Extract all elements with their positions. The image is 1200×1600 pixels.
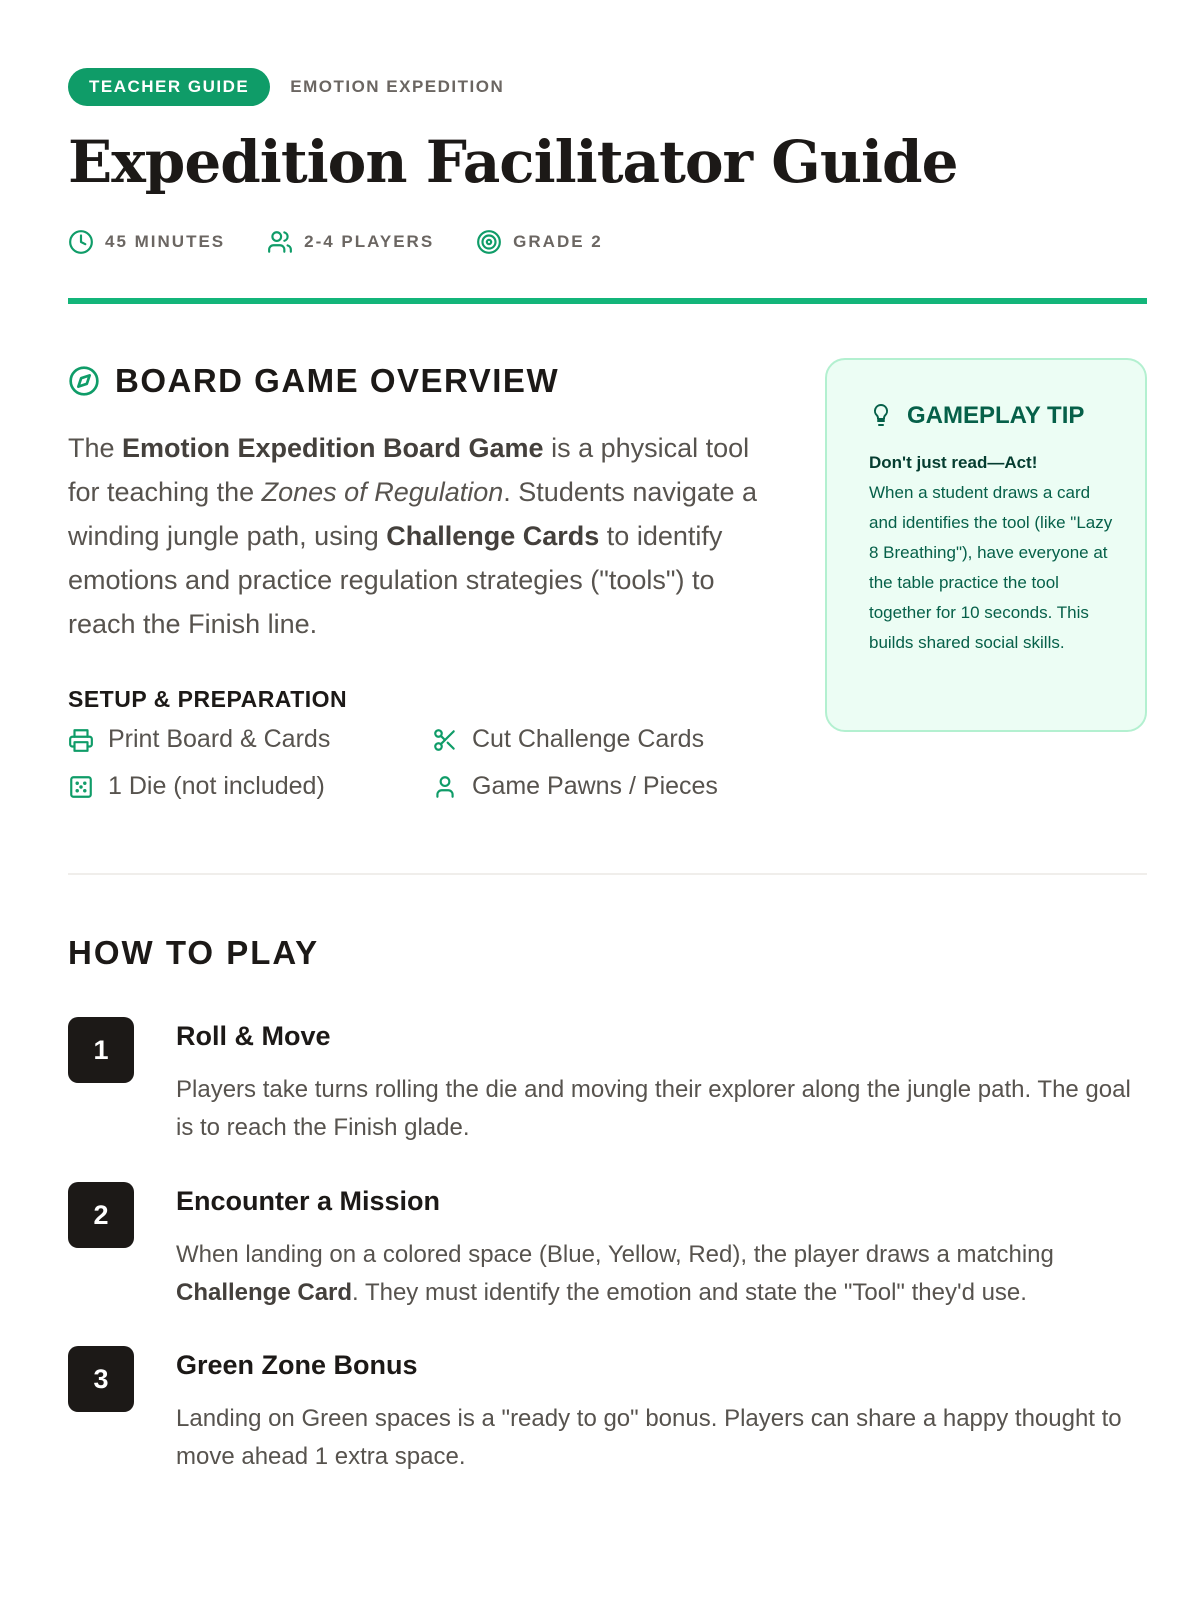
step-2-text-a: When landing on a colored space (Blue, Yellow, Red), the player draws a matching — [176, 1241, 1054, 1268]
overview-game-name: Emotion Expedition Board Game — [122, 433, 544, 463]
tip-lead: Don't just read—Act! — [869, 453, 1038, 472]
compass-icon — [68, 365, 100, 397]
eyebrow-label: EMOTION EXPEDITION — [290, 77, 505, 96]
lightbulb-icon — [869, 402, 893, 430]
step-1-text: Players take turns rolling the die and moving their explorer along the jungle path. The goal is to reach the Finish glade. — [176, 1076, 1131, 1141]
printer-icon — [68, 727, 94, 753]
step-1-title: Roll & Move — [176, 1021, 331, 1051]
tip-heading — [869, 402, 1115, 430]
meta-players-label: 2-4 PLAYERS — [304, 232, 435, 251]
supply-print — [68, 725, 330, 754]
overview-heading-text: BOARD GAME OVERVIEW — [115, 362, 560, 399]
how-to-play-heading: HOW TO PLAY — [68, 934, 320, 971]
step-2-number: 2 — [68, 1182, 134, 1248]
tip-heading-text: GAMEPLAY TIP — [907, 402, 1085, 429]
gameplay-tip-card — [825, 358, 1147, 732]
overview-challenge-cards: Challenge Cards — [386, 521, 600, 551]
meta-duration — [68, 229, 225, 255]
setup-heading: SETUP & PREPARATION — [68, 686, 348, 712]
overview-paragraph — [68, 426, 768, 646]
overview-text-2: is a physical tool for teaching the — [68, 433, 750, 507]
overview-text-1: The — [68, 433, 123, 463]
clock-icon — [68, 229, 94, 255]
overview-zones: Zones of Regulation — [261, 477, 504, 507]
step-2-title: Encounter a Mission — [176, 1186, 441, 1216]
facilitator-guide-page — [68, 0, 1147, 1600]
section-divider — [68, 873, 1147, 875]
tip-body: When a student draws a card and identifies the tool (like "Lazy 8 Breathing"), have everyone at the table practice the tool together for 10 seconds. This builds shared social skills. — [869, 483, 1113, 652]
supply-cut-label: Cut Challenge Cards — [472, 725, 705, 753]
supply-die — [68, 772, 325, 801]
step-3-title: Green Zone Bonus — [176, 1350, 418, 1380]
users-icon — [267, 229, 293, 255]
supply-pawns — [432, 772, 718, 801]
step-3-number: 3 — [68, 1346, 134, 1412]
header-divider — [68, 298, 1147, 304]
step-2-challenge-card: Challenge Card — [176, 1279, 353, 1306]
meta-row — [68, 229, 645, 255]
target-icon — [476, 229, 502, 255]
step-1-number: 1 — [68, 1017, 134, 1083]
step-3-text: Landing on Green spaces is a "ready to go" bonus. Players can share a happy thought to move ahead 1 extra space. — [176, 1405, 1122, 1470]
meta-players — [267, 229, 434, 255]
supply-print-label: Print Board & Cards — [108, 725, 331, 753]
die-icon — [68, 774, 94, 800]
header-tags — [68, 68, 504, 106]
overview-heading — [68, 362, 559, 400]
supply-die-label: 1 Die (not included) — [108, 772, 325, 800]
meta-grade — [476, 229, 603, 255]
step-2-text — [176, 1236, 1147, 1312]
supply-cut — [432, 725, 704, 754]
teacher-guide-badge: TEACHER GUIDE — [68, 68, 270, 106]
supply-pawns-label: Game Pawns / Pieces — [472, 772, 718, 800]
page-title: Expedition Facilitator Guide — [68, 128, 958, 196]
pawn-icon — [432, 774, 458, 800]
overview-text-3: . Students navigate a winding jungle path, using — [68, 477, 757, 551]
meta-grade-label: GRADE 2 — [513, 232, 603, 251]
overview-text-4: to identify emotions and practice regulation strategies ("tools") to reach the Finish line. — [68, 521, 723, 639]
step-2-text-c: . They must identify the emotion and state the "Tool" they'd use. — [352, 1279, 1027, 1306]
meta-duration-label: 45 MINUTES — [105, 232, 226, 251]
scissors-icon — [432, 727, 458, 753]
